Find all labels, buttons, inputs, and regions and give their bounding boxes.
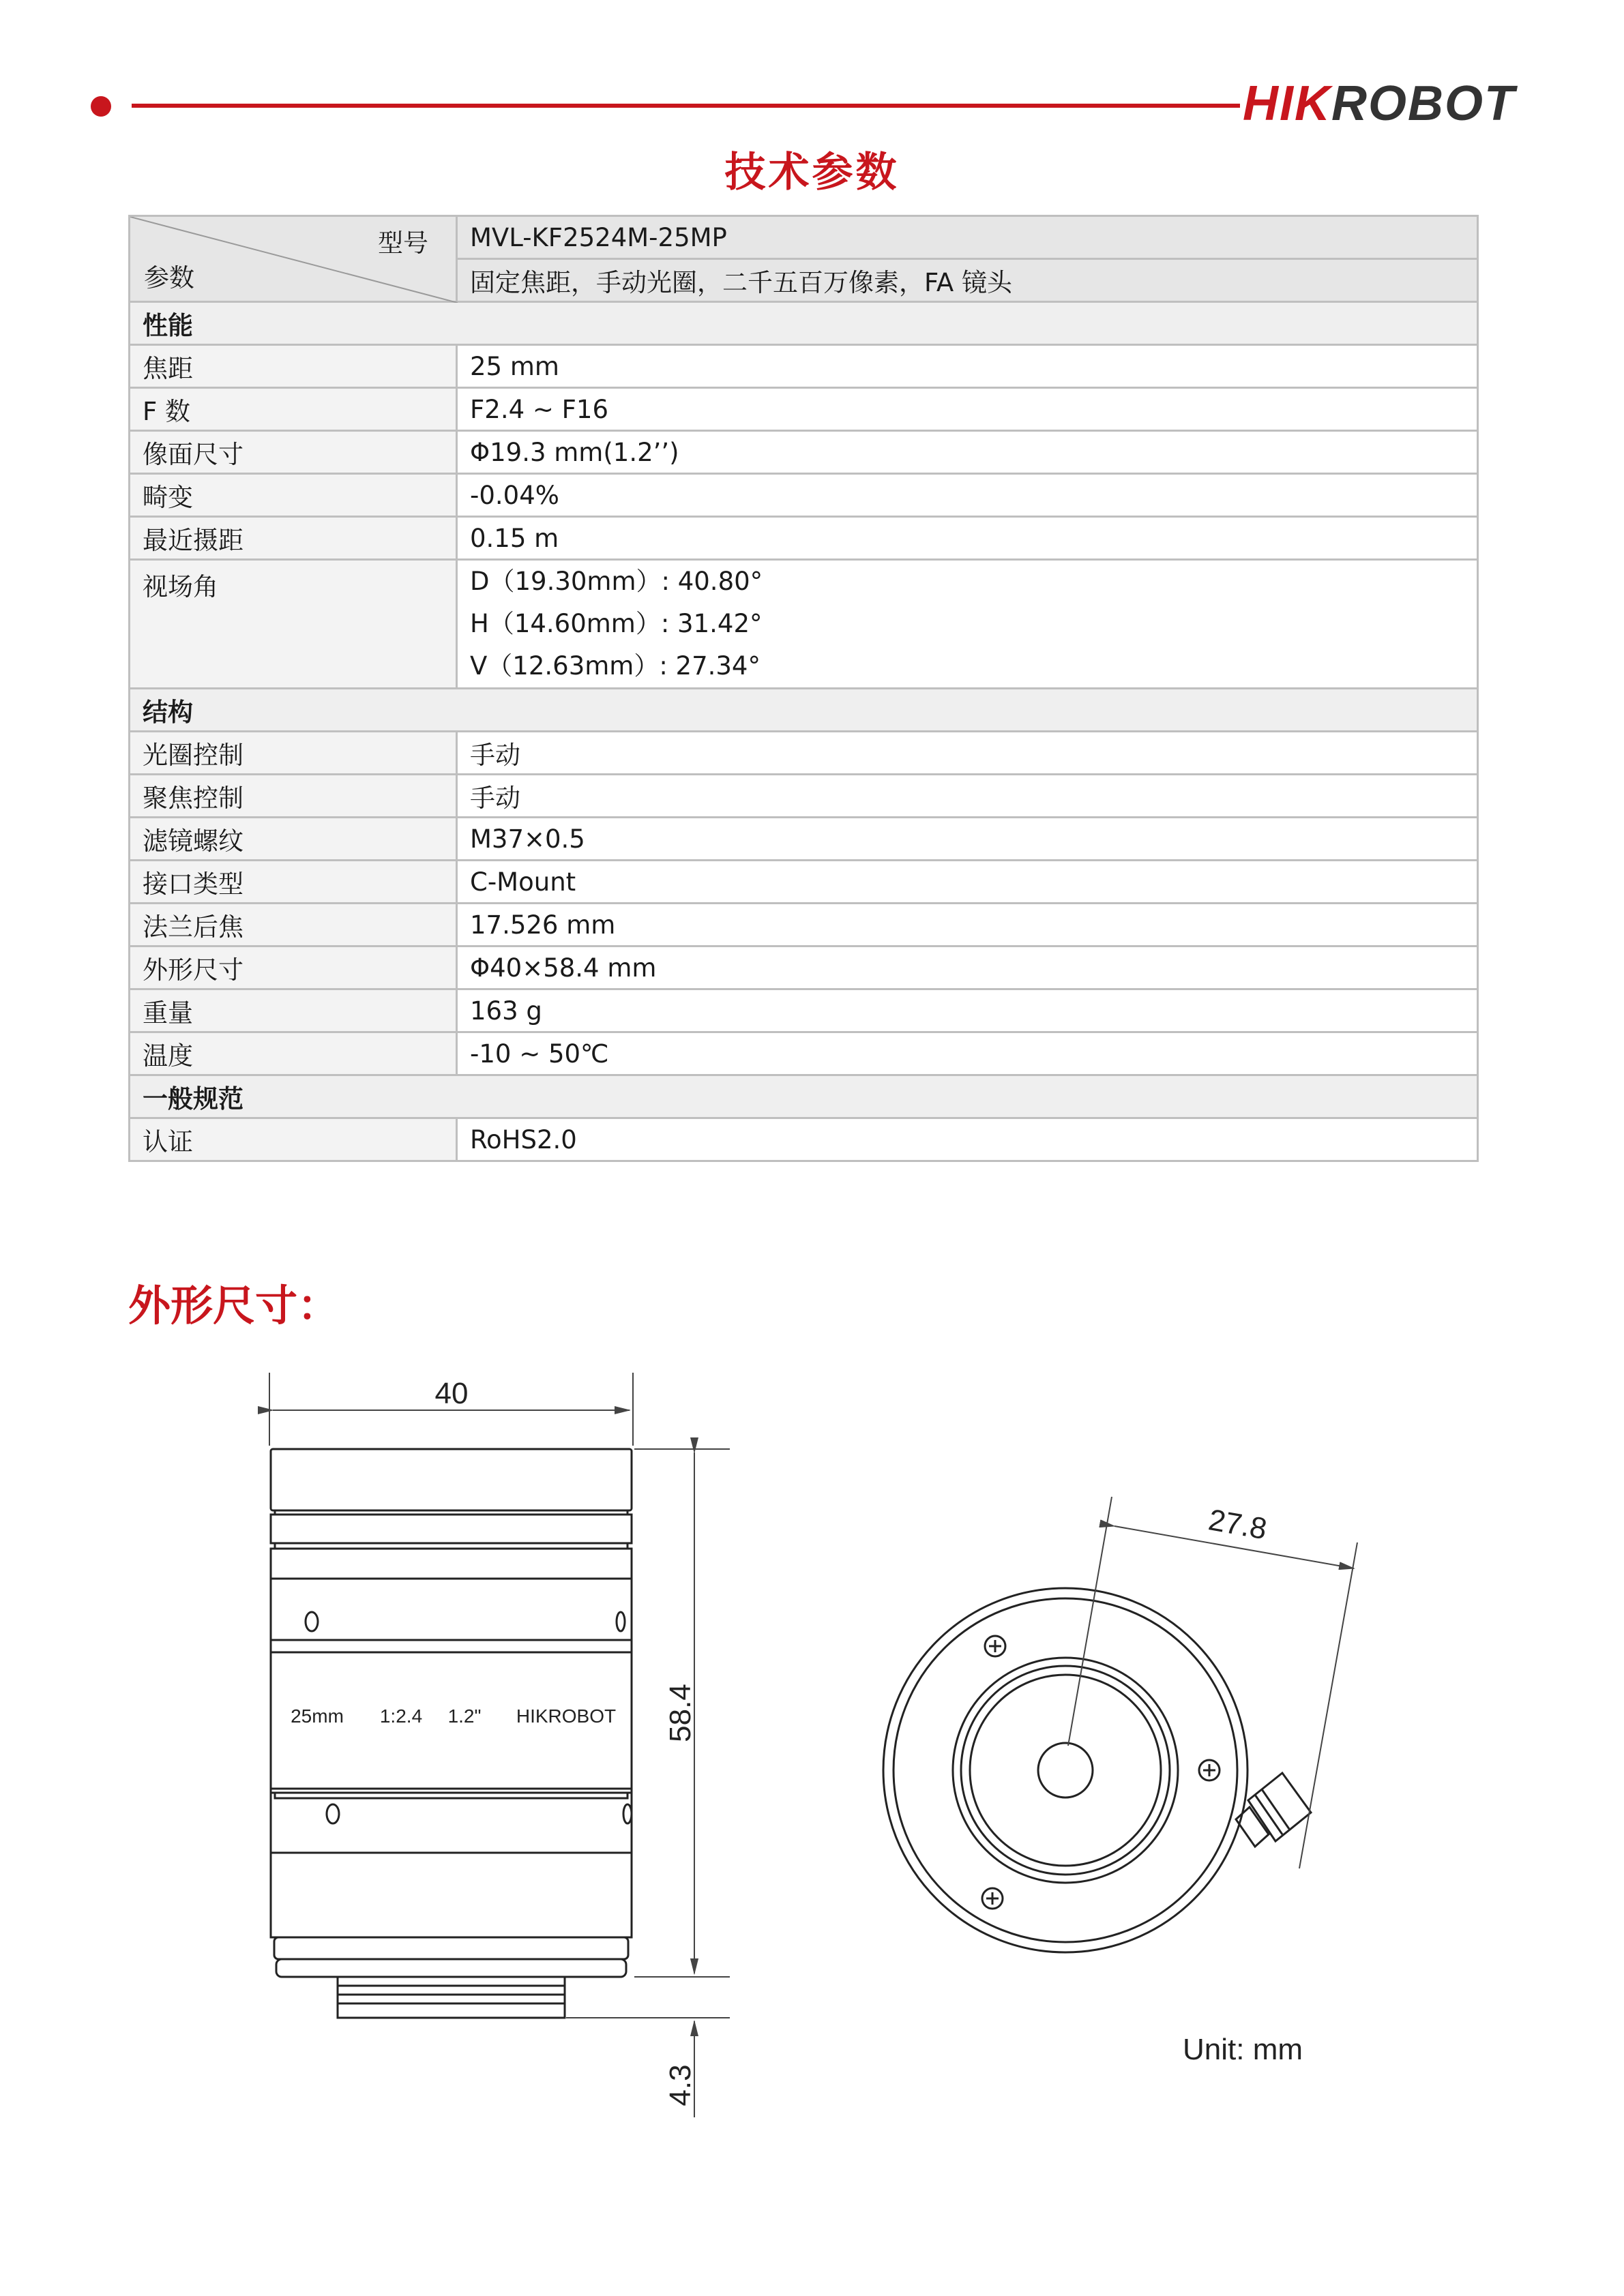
table-row (130, 474, 1478, 517)
page-title: 技术参数 (724, 149, 900, 196)
section-row (130, 1075, 1478, 1118)
row-label: 焦距 (130, 345, 457, 388)
lens-drawing (0, 1330, 1624, 2148)
screw-right (1199, 1760, 1220, 1780)
description-cell: 固定焦距，手动光圈，二千五百万像素，FA 镜头 (457, 259, 1478, 302)
row-value: RoHS2.0 (457, 1118, 1478, 1161)
row-value: 手动 (457, 732, 1478, 775)
header-rule (132, 104, 1240, 108)
model-cell: MVL-KF2524M-25MP (457, 216, 1478, 259)
row-label: 重量 (130, 989, 457, 1032)
lens-rear-view (883, 1588, 1311, 1952)
row-label: 滤镜螺纹 (130, 818, 457, 861)
row-value: -10 ~ 50℃ (457, 1032, 1478, 1075)
mount-dimension (566, 1896, 730, 2117)
row-value: C-Mount (457, 861, 1478, 904)
table-row (130, 946, 1478, 989)
row-label: 温度 (130, 1032, 457, 1075)
row-value: Φ19.3 mm(1.2’’) (457, 431, 1478, 474)
table-row (130, 818, 1478, 861)
height-dimension (634, 1449, 730, 1977)
header-model-label: 型号 (378, 228, 428, 258)
barrel-ratio-text: 1:2.4 (379, 1705, 423, 1727)
header-diagonal-cell (130, 216, 457, 302)
section-row (130, 689, 1478, 732)
unit-label: Unit: mm (1183, 2033, 1303, 2066)
table-row (130, 388, 1478, 431)
section-general: 一般规范 (130, 1075, 1478, 1118)
lens-side-view (271, 1449, 632, 2018)
header-dot (91, 96, 111, 117)
fov-v: V（12.63mm）: 27.34° (470, 651, 761, 681)
header-param-label: 参数 (144, 263, 194, 293)
height-label: 58.4 (664, 1684, 697, 1742)
width-dimension (269, 1373, 633, 1446)
barrel-focal-text: 25mm (291, 1705, 344, 1727)
logo-part-hik: HIK (1243, 76, 1331, 131)
mount-label: 4.3 (664, 2064, 697, 2106)
row-value: 0.15 m (457, 517, 1478, 560)
row-value: F2.4 ~ F16 (457, 388, 1478, 431)
row-value: 163 g (457, 989, 1478, 1032)
row-label: 聚焦控制 (130, 775, 457, 818)
section-structure: 结构 (130, 689, 1478, 732)
fov-values (457, 560, 1478, 689)
table-row (130, 775, 1478, 818)
table-row (130, 861, 1478, 904)
screw-top (985, 1636, 1005, 1656)
row-label: F 数 (130, 388, 457, 431)
row-label: 最近摄距 (130, 517, 457, 560)
table-row (130, 732, 1478, 775)
rear-label: 27.8 (1206, 1503, 1269, 1547)
fov-d: D（19.30mm）: 40.80° (470, 567, 763, 596)
barrel-format-text: 1.2" (447, 1705, 482, 1727)
section-row (130, 302, 1478, 345)
row-label: 认证 (130, 1118, 457, 1161)
row-label: 法兰后焦 (130, 904, 457, 946)
table-row (130, 1118, 1478, 1161)
row-label: 畸变 (130, 474, 457, 517)
table-row (130, 431, 1478, 474)
table-row (130, 345, 1478, 388)
row-label: 光圈控制 (130, 732, 457, 775)
row-value: M37×0.5 (457, 818, 1478, 861)
row-value: 25 mm (457, 345, 1478, 388)
table-row (130, 989, 1478, 1032)
row-value: 手动 (457, 775, 1478, 818)
row-value: Φ40×58.4 mm (457, 946, 1478, 989)
table-row (130, 517, 1478, 560)
width-label: 40 (434, 1377, 469, 1410)
fov-h: H（14.60mm）: 31.42° (470, 609, 763, 638)
row-value: -0.04% (457, 474, 1478, 517)
table-header-row (130, 216, 1478, 259)
screw-bottom (982, 1888, 1003, 1909)
row-value: 17.526 mm (457, 904, 1478, 946)
row-label: 接口类型 (130, 861, 457, 904)
table-row (130, 560, 1478, 689)
table-row (130, 904, 1478, 946)
table-row (130, 1032, 1478, 1075)
row-label: 视场角 (130, 560, 457, 689)
dimensions-title: 外形尺寸： (128, 1281, 340, 1330)
spec-table (128, 215, 1479, 1162)
hikrobot-logo (1243, 76, 1516, 131)
row-label: 外形尺寸 (130, 946, 457, 989)
row-label: 像面尺寸 (130, 431, 457, 474)
section-performance: 性能 (130, 302, 1478, 345)
barrel-brand-text: HIKROBOT (516, 1705, 617, 1727)
logo-part-robot: ROBOT (1331, 76, 1516, 131)
